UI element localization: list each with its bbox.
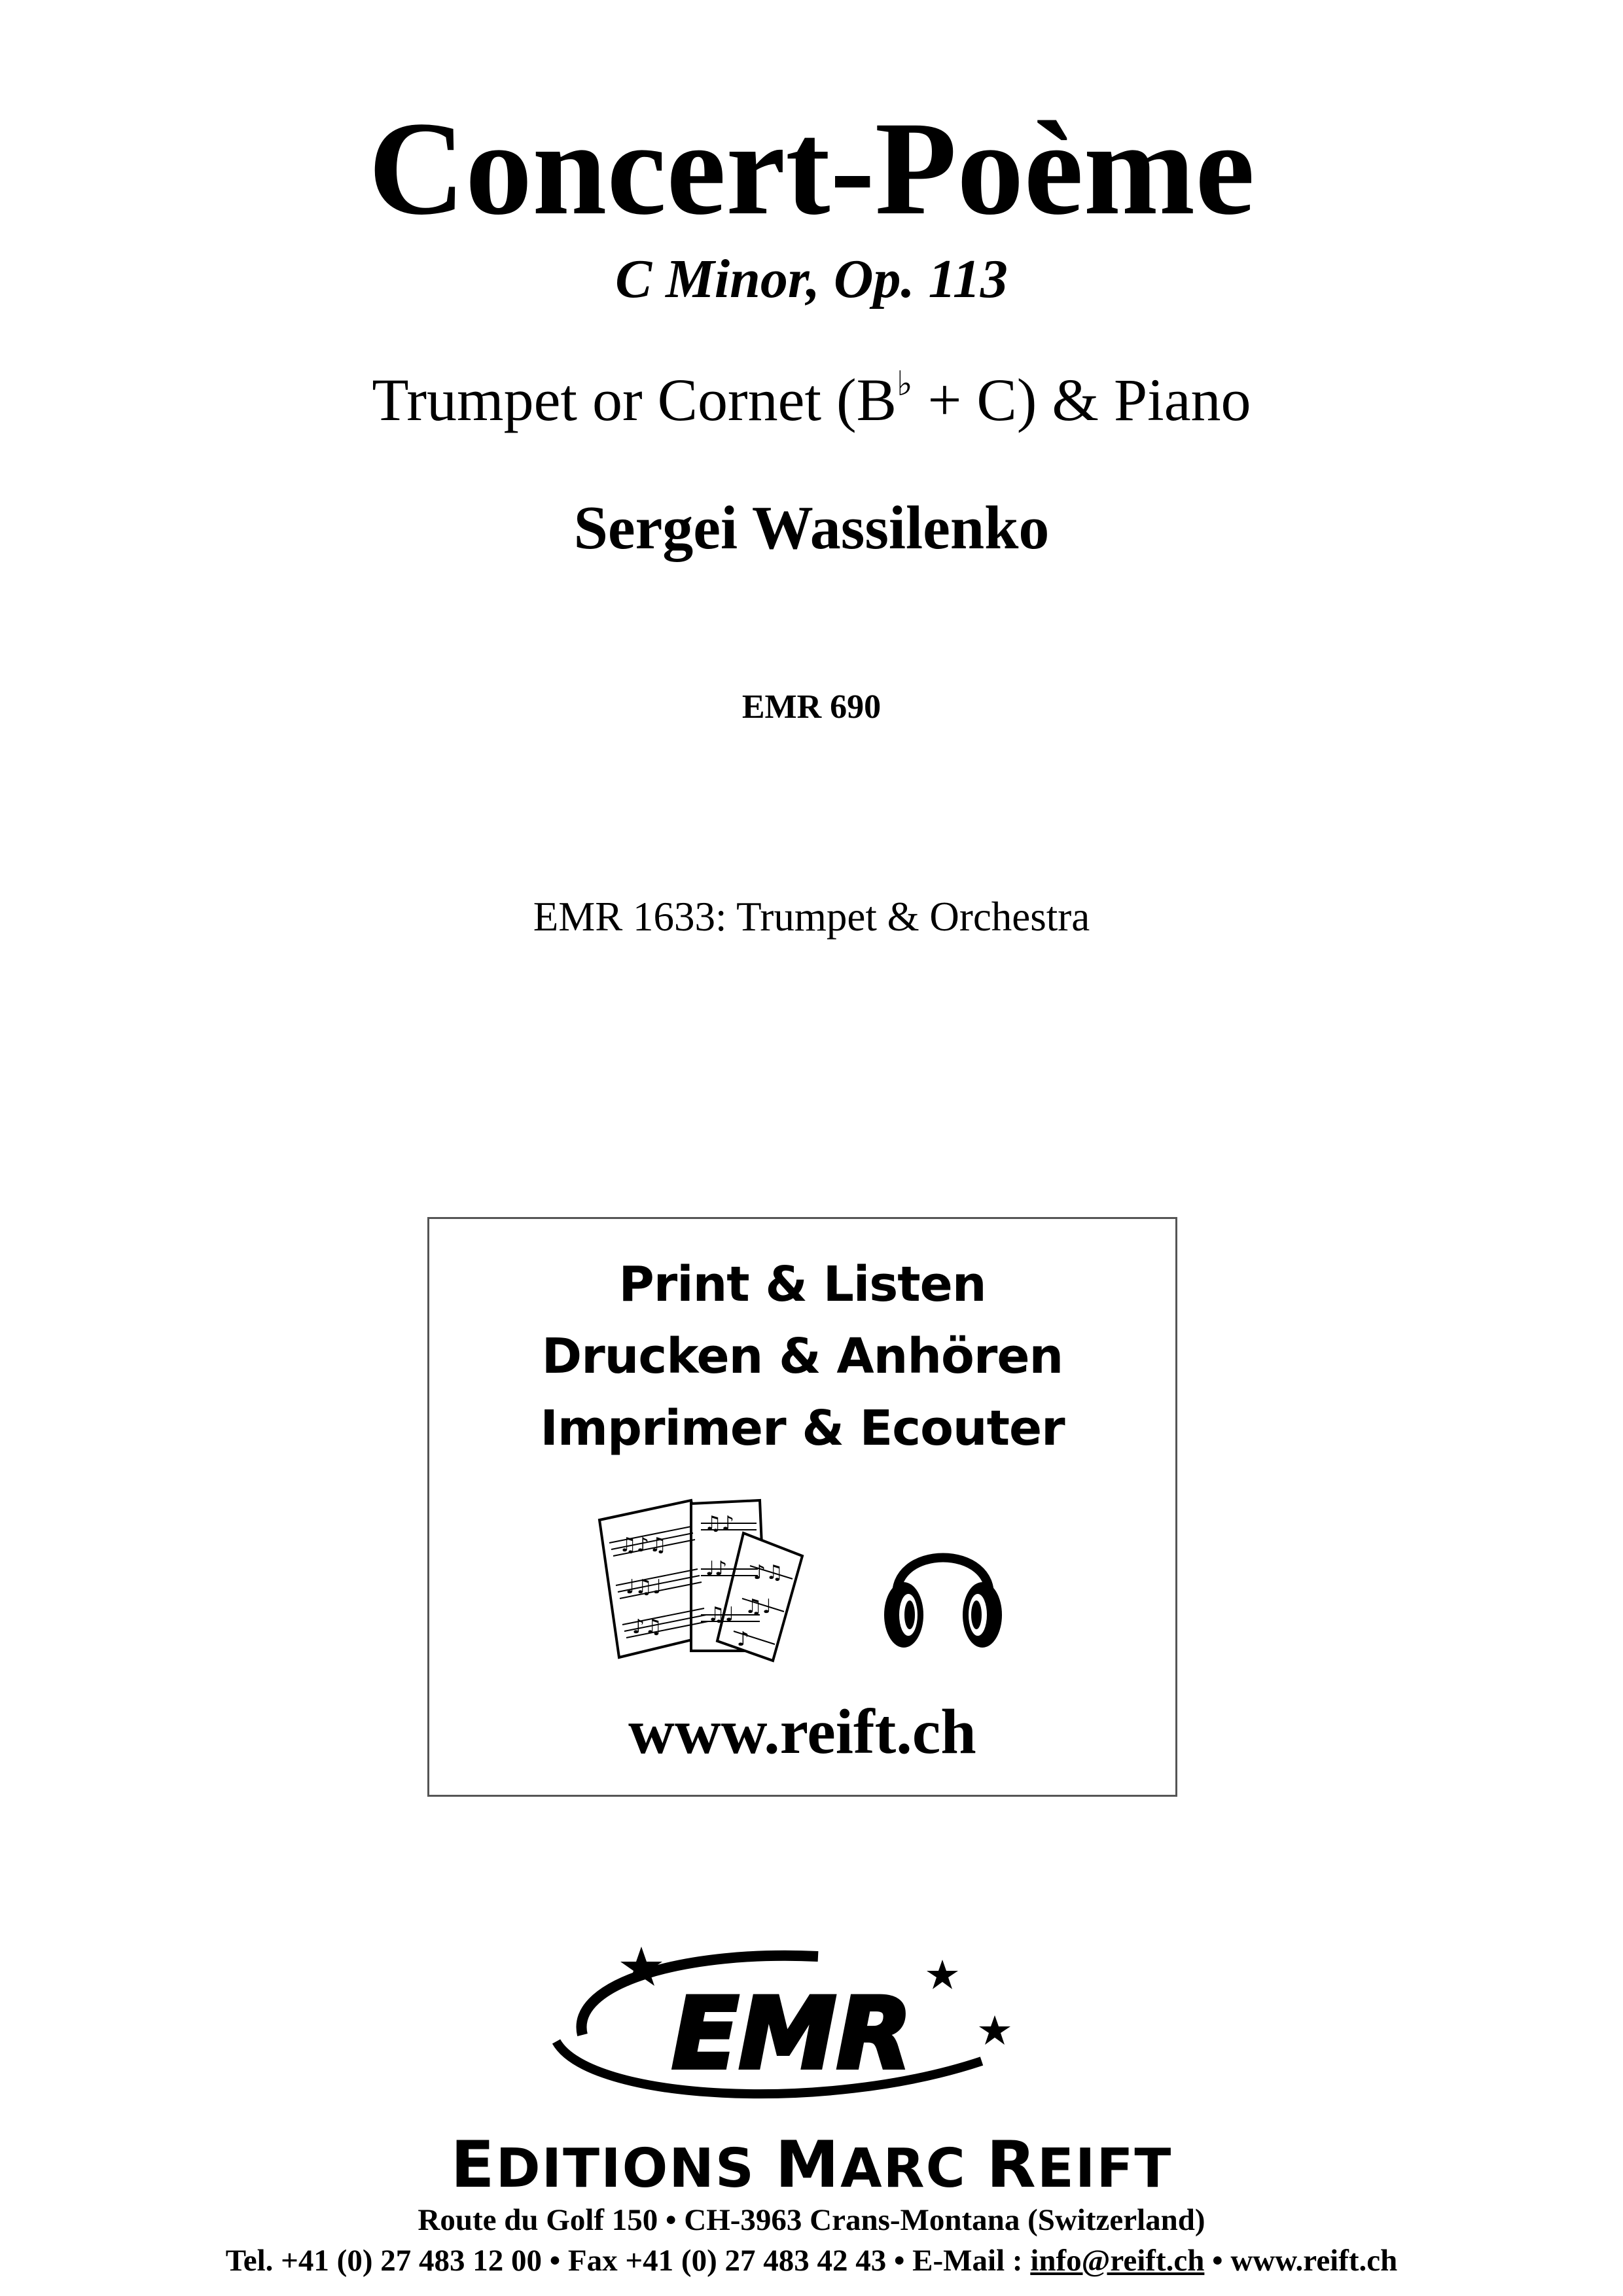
flat-sign: ♭ [897,366,913,404]
alternate-edition: EMR 1633: Trumpet & Orchestra [533,894,1090,940]
svg-text:♪♫: ♪♫ [632,1616,663,1638]
promo-website[interactable]: www.reift.ch [628,1697,976,1767]
publisher-name-part: DITIONS [495,2138,776,2200]
svg-text:♩♫♩: ♩♫♩ [626,1576,662,1598]
publisher-name [0,2128,1623,2202]
svg-text:♪♫: ♪♫ [753,1561,784,1584]
publisher-name-part: E [450,2128,496,2202]
publisher-address: Route du Golf 150 • CH-3963 Crans-Montana (Switzerland) [418,2203,1205,2237]
sheet-music-icon [593,1494,809,1664]
publisher-name-part: R [986,2128,1037,2202]
instrumentation-text-2: + C) & Piano [912,366,1251,433]
contact-email-link[interactable]: info@reift.ch [1030,2244,1205,2278]
svg-text:♫♪: ♫♪ [704,1512,735,1535]
svg-text:♪: ♪ [737,1628,750,1651]
instrumentation [0,366,1623,433]
contact-phone-fax: Tel. +41 (0) 27 483 12 00 • Fax +41 (0) 27 483 42 43 • E-Mail : [225,2244,1031,2278]
score-subtitle: C Minor, Op. 113 [615,249,1008,309]
svg-text:♫♪♫: ♫♪♫ [619,1534,667,1557]
svg-text:♫♩: ♫♩ [707,1603,735,1626]
publisher-name-part: M [775,2128,841,2202]
promo-line-english: Print & Listen [618,1256,986,1313]
contact-website[interactable]: • www.reift.ch [1204,2244,1398,2278]
score-title: Concert-Poème [368,94,1255,243]
publisher-name-part: ARC [840,2138,987,2200]
svg-text:♩♪: ♩♪ [705,1557,728,1580]
instrumentation-text-1: Trumpet or Cornet (B [372,366,897,433]
svg-text:♫♩: ♫♩ [745,1595,772,1618]
publisher-contact [0,2246,1623,2276]
composer-name: Sergei Wassilenko [573,494,1050,562]
promo-line-french: Imprimer & Ecouter [540,1400,1065,1457]
print-listen-box [427,1217,1177,1797]
catalog-number: EMR 690 [741,688,882,726]
promo-line-german: Drucken & Anhören [541,1328,1063,1385]
publisher-name-part: EIFT [1037,2138,1173,2200]
emr-logo [543,1937,1054,2133]
headphones-icon [881,1517,1005,1657]
promo-text [429,1248,1175,1464]
emr-logo-text: EMR [671,1977,912,2091]
